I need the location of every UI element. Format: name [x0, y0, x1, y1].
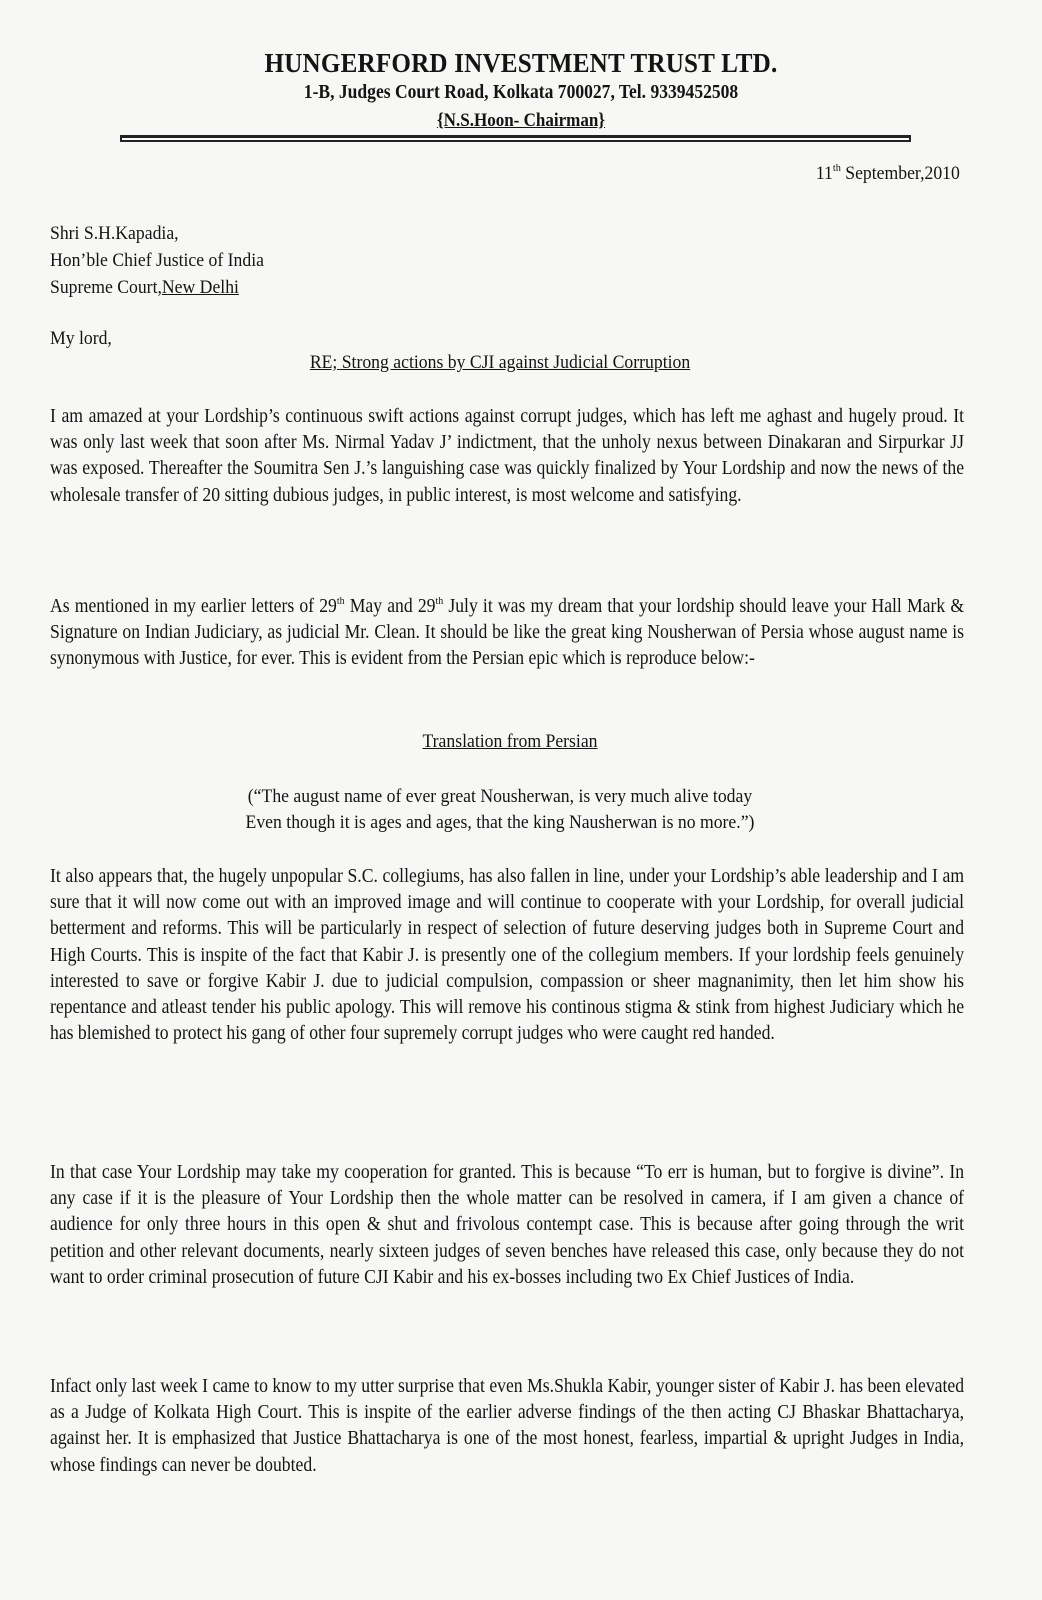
paragraph-4: In that case Your Lordship may take my cooperation for granted. This is because “To err is human, but to forgive is divine”. In any case if it is the pleasure of Your Lordship then the whole matter can be resolved in camera, if I am given a chance of audience for only three hours in this open & shut and frivolous contempt case. This is because after going through the writ petition and other relevant documents, nearly sixteen judges of seven benches have released this case, only because they do not want to order criminal prosecution of future CJI Kabir and his ex-bosses including two Ex Chief Justices of India.: [50, 1162, 965, 1288]
paragraph-2: [50, 594, 964, 673]
recipient-title: Hon’ble Chief Justice of India: [50, 250, 264, 271]
paragraph-1: I am amazed at your Lordship’s continuous swift actions against corrupt judges, which has left me aghast and hugely proud. It was only last week that soon after Ms. Nirmal Yadav J’ indictment, that the unholy nexus between Dinakaran and Sirpurkar JJ was exposed. Thereafter the Soumitra Sen J.’s languishing case was quickly finalized by Your Lordship and now the news of the wholesale transfer of 20 sitting dubious judges, in public interest, is most welcome and satisfying.: [50, 406, 965, 506]
recipient-location: [50, 274, 264, 301]
paragraph-3: It also appears that, the hugely unpopular S.C. collegiums, has also fallen in line, under your Lordship’s able leadership and I am sure that it will now come out with an improved image and will continue to cooperate with your Lordship, for overall judicial betterment and reforms. This will be particularly in respect of selection of future deserving judges both in Supreme Court and High Courts. This is inspite of the fact that Kabir J. is presently one of the collegium members. If your lordship feels genuinely interested to save or forgive Kabir J. due to judicial compulsion, compassion or sheer magnanimity, then let him show his repentance and atleast tender his public apology. This will remove his continous stigma & stink from highest Judiciary which he has blemished to protect his gang of other four supremely corrupt judges who were caught red handed.: [50, 866, 965, 1045]
translation-heading-text: Translation from Persian: [422, 731, 598, 752]
p2-sup-2: th: [435, 595, 444, 607]
persian-verse: [35, 784, 965, 836]
date-day: 11: [815, 163, 833, 184]
p2-text-c: July it was my dream that your lordship should leave your Hall Mark & Signature on Indian Judiciary, as judicial Mr. Clean. It should be like the great king Nousherwan of Persia whose august name is synonymous with Justice, for ever. This is evident from the Persian epic which is reproduce below:-: [50, 596, 965, 670]
salutation: My lord,: [50, 328, 112, 349]
letterhead-address: 1-B, Judges Court Road, Kolkata 700027, Tel. 9339452508: [303, 82, 739, 103]
translation-heading: [36, 731, 985, 753]
chairman-text: {N.S.Hoon- Chairman}: [436, 111, 606, 131]
letterhead-divider: [120, 135, 911, 142]
recipient-court: Supreme Court,: [50, 277, 162, 298]
letterhead-company-name: HUNGERFORD INVESTMENT TRUST LTD.: [264, 48, 778, 78]
verse-line-1: (“The august name of ever great Nousherwan, is very much alive today: [247, 786, 753, 807]
verse-line-2: Even though it is ages and ages, that the king Nausherwan is no more.”): [245, 812, 755, 833]
p2-text-b: May and 29: [344, 596, 436, 617]
letterhead-chairman: [42, 111, 1001, 132]
subject-line: RE; Strong actions by CJI against Judicial Corruption: [309, 352, 691, 373]
recipient-address: [50, 220, 264, 301]
date-suffix: th: [832, 162, 841, 174]
p2-sup-1: th: [336, 595, 345, 607]
date-rest: September,2010: [840, 163, 960, 184]
recipient-name: Shri S.H.Kapadia,: [50, 223, 179, 244]
recipient-city: New Delhi: [161, 277, 239, 298]
letter-date: [816, 162, 960, 185]
paragraph-5: Infact only last week I came to know to my utter surprise that even Ms.Shukla Kabir, younger sister of Kabir J. has been elevated as a Judge of Kolkata High Court. This is inspite of the earlier adverse findings of the then acting CJ Bhaskar Bhattacharya, against her. It is emphasized that Justice Bhattacharya is one of the most honest, fearless, impartial & upright Judges in India, whose findings can never be doubted.: [50, 1376, 965, 1476]
p2-text-a: As mentioned in my earlier letters of 29: [50, 596, 337, 617]
